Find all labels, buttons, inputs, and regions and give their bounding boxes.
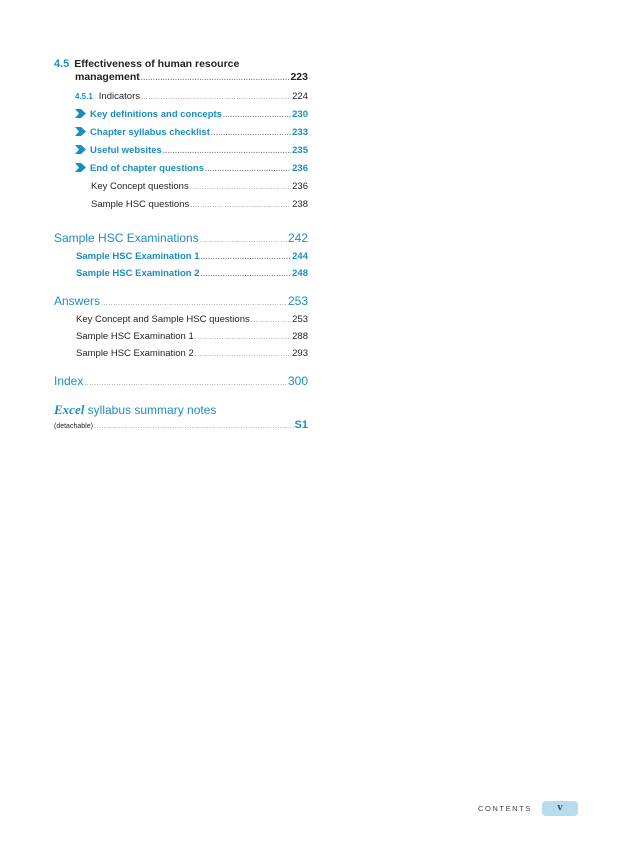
leader-dots — [101, 296, 287, 312]
exams-page: 242 — [287, 231, 308, 245]
excel-notes-entry[interactable] — [54, 418, 308, 434]
answer-page: 293 — [292, 348, 308, 359]
exam-entry[interactable] — [54, 249, 308, 266]
arrow-bullet-icon — [75, 127, 86, 136]
answers-title: Answers — [54, 294, 101, 308]
subsection-entry[interactable] — [54, 88, 308, 106]
leader-dots — [195, 347, 291, 363]
question-set-label: Key Concept questions — [91, 181, 189, 192]
question-set-entry[interactable] — [54, 178, 308, 196]
feature-page: 230 — [292, 109, 308, 120]
subsection-label: Indicators — [98, 91, 140, 102]
answers-heading-entry[interactable] — [54, 293, 308, 312]
arrow-bullet-icon — [75, 163, 86, 172]
table-of-contents — [54, 58, 308, 434]
index-entry[interactable] — [54, 373, 308, 392]
answer-label: Sample HSC Examination 2 — [76, 348, 194, 359]
leader-dots — [94, 420, 294, 434]
excel-page: S1 — [294, 419, 308, 431]
leader-dots — [141, 89, 291, 106]
excel-note: (detachable) — [54, 423, 93, 430]
exam-label: Sample HSC Examination 2 — [76, 268, 200, 279]
leader-dots — [195, 330, 291, 346]
feature-entry-end-of-chapter[interactable] — [54, 160, 308, 178]
exam-entry[interactable] — [54, 266, 308, 283]
exams-title: Sample HSC Examinations — [54, 231, 199, 245]
feature-label: Chapter syllabus checklist — [90, 127, 210, 138]
answer-page: 253 — [292, 314, 308, 325]
leader-dots — [223, 107, 291, 124]
exam-page: 248 — [292, 268, 308, 279]
excel-title: syllabus summary notes — [87, 403, 217, 417]
leader-dots — [205, 161, 291, 178]
exam-label: Sample HSC Examination 1 — [76, 251, 200, 262]
feature-page: 233 — [292, 127, 308, 138]
excel-brand: Excel — [54, 402, 85, 417]
leader-dots — [251, 313, 291, 329]
question-set-page: 236 — [292, 181, 308, 192]
leader-dots — [84, 376, 287, 392]
leader-dots — [141, 72, 290, 85]
question-set-entry[interactable] — [54, 196, 308, 214]
section-title-line1: Effectiveness of human resource — [74, 58, 240, 70]
leader-dots — [163, 143, 291, 160]
section-title-row[interactable] — [54, 71, 308, 85]
excel-notes-heading — [54, 402, 308, 418]
feature-page: 236 — [292, 163, 308, 174]
leader-dots — [190, 197, 291, 214]
answer-label: Key Concept and Sample HSC questions — [76, 314, 250, 325]
feature-entry-key-definitions[interactable] — [54, 106, 308, 124]
answer-entry[interactable] — [54, 346, 308, 363]
exams-heading-entry[interactable] — [54, 230, 308, 249]
feature-label: End of chapter questions — [90, 163, 205, 174]
leader-dots — [201, 267, 292, 283]
leader-dots — [200, 233, 287, 249]
answers-page: 253 — [287, 294, 308, 308]
section-number: 4.5 — [54, 58, 70, 70]
feature-entry-useful-websites[interactable] — [54, 142, 308, 160]
exam-page: 244 — [292, 251, 308, 262]
answer-entry[interactable] — [54, 312, 308, 329]
question-set-page: 238 — [292, 199, 308, 210]
feature-label: Key definitions and concepts — [90, 109, 222, 120]
subsection-page: 224 — [292, 91, 308, 102]
question-set-label: Sample HSC questions — [91, 199, 190, 210]
feature-label: Useful websites — [90, 145, 162, 156]
index-title: Index — [54, 374, 84, 388]
leader-dots — [190, 179, 291, 196]
answer-entry[interactable] — [54, 329, 308, 346]
leader-dots — [211, 125, 291, 142]
feature-entry-syllabus-checklist[interactable] — [54, 124, 308, 142]
answer-label: Sample HSC Examination 1 — [76, 331, 194, 342]
section-title-line2: management — [75, 71, 140, 83]
arrow-bullet-icon — [75, 145, 86, 154]
leader-dots — [201, 250, 292, 266]
page-number-tab: v — [542, 801, 578, 816]
footer-label: CONTENTS — [477, 804, 532, 813]
feature-page: 235 — [292, 145, 308, 156]
index-page: 300 — [287, 374, 308, 388]
arrow-bullet-icon — [75, 109, 86, 118]
answer-page: 288 — [292, 331, 308, 342]
page-footer — [478, 801, 578, 816]
subsection-number: 4.5.1 — [75, 92, 93, 101]
section-page: 223 — [290, 71, 308, 83]
section-heading — [54, 58, 308, 71]
